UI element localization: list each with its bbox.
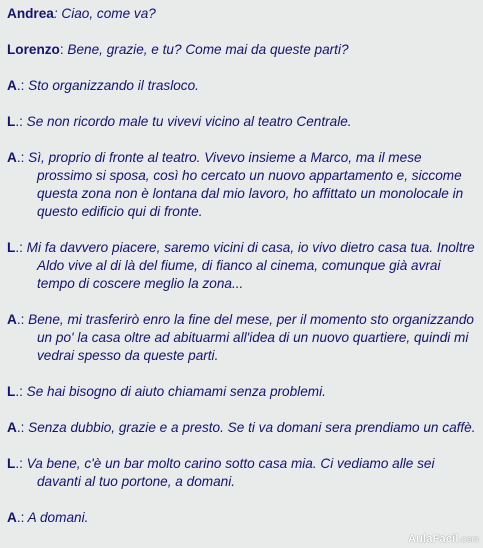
dialogue-line bbox=[7, 41, 477, 59]
speaker-separator: .: bbox=[16, 312, 25, 327]
speaker-name: Andrea bbox=[7, 6, 54, 21]
speaker-name: A bbox=[7, 150, 17, 165]
dialogue-line bbox=[7, 113, 477, 131]
dialogue-line bbox=[7, 5, 477, 23]
speaker-name: Lorenzo bbox=[7, 42, 60, 57]
logo-domain: .com bbox=[458, 534, 479, 544]
speaker-separator: .: bbox=[16, 78, 25, 93]
speaker-separator: .: bbox=[16, 510, 25, 525]
dialogue-line bbox=[7, 383, 477, 401]
speaker-separator: .: bbox=[16, 420, 25, 435]
line-text: Senza dubbio, grazie e a presto. Se ti va domani sera prendiamo un caffè. bbox=[24, 420, 476, 435]
dialogue-line bbox=[7, 77, 477, 95]
line-text: A domani. bbox=[24, 510, 89, 525]
aulafacil-logo bbox=[408, 533, 479, 545]
line-text: Se non ricordo male tu vivevi vicino al teatro Centrale. bbox=[22, 114, 352, 129]
speaker-name: A bbox=[7, 78, 17, 93]
speaker-separator: .: bbox=[15, 384, 23, 399]
dialogue-line bbox=[7, 311, 477, 365]
speaker-name: L bbox=[7, 114, 16, 129]
speaker-name: A bbox=[7, 420, 17, 435]
speaker-name: A bbox=[7, 312, 17, 327]
line-text: Sto organizzando il trasloco. bbox=[24, 78, 199, 93]
dialogue-line bbox=[7, 239, 477, 293]
dialogue-line bbox=[7, 455, 477, 491]
speaker-separator: .: bbox=[15, 240, 23, 255]
speaker-separator: .: bbox=[15, 456, 23, 471]
line-text: Se hai bisogno di aiuto chiamami senza problemi. bbox=[22, 384, 326, 399]
speaker-name: L bbox=[7, 240, 16, 255]
speaker-separator: : bbox=[53, 6, 58, 21]
dialogue bbox=[7, 5, 477, 545]
speaker-separator: .: bbox=[15, 114, 23, 129]
dialogue-line bbox=[7, 509, 477, 527]
dialogue-line bbox=[7, 419, 477, 437]
line-text: Bene, grazie, e tu? Come mai da queste parti? bbox=[63, 42, 349, 57]
line-text: Va bene, c'è un bar molto carino sotto casa mia. Ci vediamo alle sei davanti al tuo portone, a domani. bbox=[22, 456, 435, 489]
dialogue-line bbox=[7, 149, 477, 221]
speaker-separator: .: bbox=[16, 150, 25, 165]
speaker-name: L bbox=[7, 456, 16, 471]
speaker-name: A bbox=[7, 510, 17, 525]
line-text: Ciao, come va? bbox=[57, 6, 156, 21]
line-text: Mi fa davvero piacere, saremo vicini di casa, io vivo dietro casa tua. Inoltre Aldo vive al di là del fiume, di fianco al cinema, comunque già avrai tempo di coscere meglio la zona... bbox=[22, 240, 475, 291]
speaker-separator: : bbox=[59, 42, 64, 57]
speaker-name: L bbox=[7, 384, 16, 399]
line-text: Sì, proprio di fronte al teatro. Vivevo insieme a Marco, ma il mese prossimo si sposa, così ho cercato un nuovo appartamento e, siccome questa zona non è lontana dal mio lavoro, ho affittato un monolocale in questo edificio qui di fronte. bbox=[24, 150, 464, 219]
logo-name: AulaFacil bbox=[407, 533, 459, 545]
line-text: Bene, mi trasferirò enro la fine del mese, per il momento sto organizzando un po' la casa oltre ad abituarmi all'idea di un nuovo quartiere, quindi mi vedrai spesso da queste parti. bbox=[24, 312, 474, 363]
